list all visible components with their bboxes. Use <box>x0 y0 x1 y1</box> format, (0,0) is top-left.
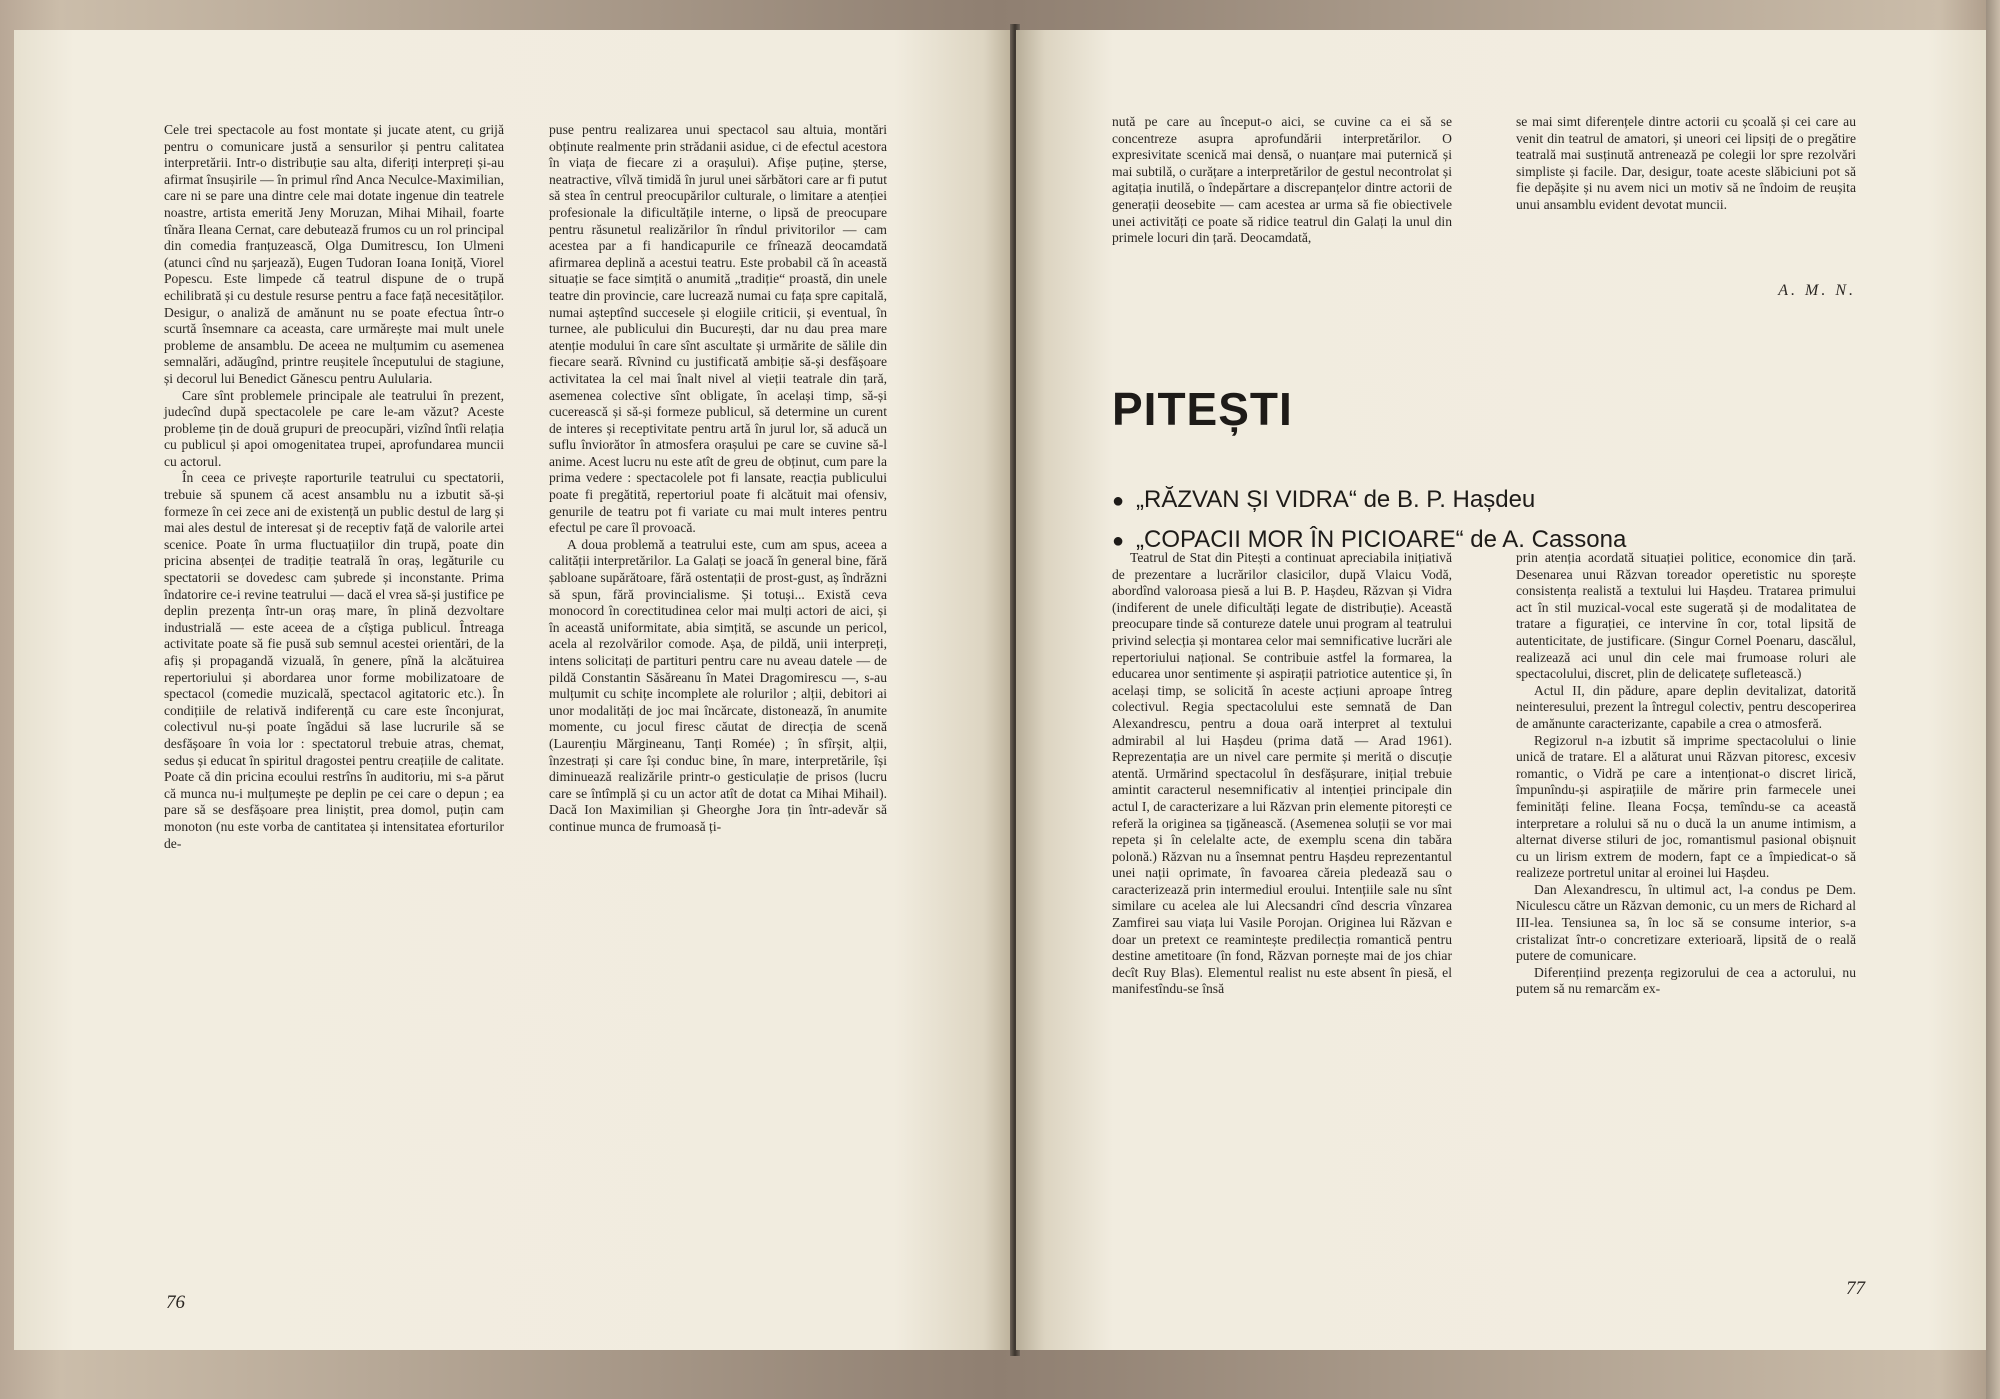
right-column-2 <box>1516 114 1856 214</box>
right-column-1 <box>1112 114 1452 247</box>
author-signature: A. M. N. <box>1778 282 1856 299</box>
play-title-text: „RĂZVAN ȘI VIDRA“ de B. P. Hașdeu <box>1136 486 1536 513</box>
paragraph: se mai simt diferențele dintre actorii cu școală și cei care au venit din teatrul de amatori, și uneori cei lipsiți de o pregătire teatrală mai susținută antrenează pe colegii lor spre rezolvări simpliste și facile. Dar, desigur, toate aceste slăbiciuni pot să fie depășite și nu avem nici un motiv să ne îndoim de reușita unui ansamblu evident devotat muncii. <box>1516 114 1856 212</box>
play-title-text: „COPACII MOR ÎN PICIOARE“ de A. Cassona <box>1136 526 1627 553</box>
paragraph: nută pe care au început-o aici, se cuvine ca ei să se concentreze asupra aprofundării interpretărilor. O expresivitate scenică mai densă, o nuanțare mai puternică și mai subtilă, o curățare a interpretărilor de gestul necontrolat și agitația inutilă, o îndepărtare a discrepanțelor dintre actorii de generații deosebite — cam acestea ar urma să fie obiectivele unei activități ce poate să ridice teatrul din Galați la unul din primele locuri din țară. Deocamdată, <box>1112 114 1452 246</box>
bullet-icon: ● <box>1112 490 1125 512</box>
paragraph: A doua problemă a teatrului este, cum am spus, aceea a calității interpretărilor. La Galați se joacă în general bine, fără șabloane supărătoare, fără ostentații de prost-gust, aș îndrăzni să spun, fără provincialisme. Și totuși... Există ceva monocord în corectitudinea celor mai mulți actori de aici, și în această uniformitate, abia simțită, se ascunde un pericol, acela al rezolvărilor comode. Așa, de pildă, unii interpreți, intens solicitați de partituri pentru care nu aveau datele — de pildă Constantin Săsăreanu în Matei Dragomirescu —, s-au mulțumit cu schițe incomplete ale rolurilor ; alții, debitori ai unor modalități de joc mai încărcate, distonează, în anumite momente, cu jocul firesc căutat de direcția de scenă (Laurențiu Mărgineanu, Tanți Romée) ; în sfîrșit, alții, înzestrați și care își conduc bine, în mare, interpretările, își diminuează realizările printr-o gesticulație de prisos (lucru care se întîmplă și cu un actor atît de dotat ca Mihai Mihail). Dacă Ion Maximilian și Gheorghe Jora țin într-adevăr să continue munca de frumoasă ți- <box>549 536 887 834</box>
paragraph: Actul II, din pădure, apare deplin devitalizat, datorită neinteresului, prezent la întregul colectiv, pentru descoperirea de amănunte caracterizante, capabile a crea o atmosferă. <box>1516 682 1856 731</box>
paragraph: Diferențiind prezența regizorului de cea a actorului, nu putem să nu remarcăm ex- <box>1516 964 1856 997</box>
paragraph: puse pentru realizarea unui spectacol sau altuia, montări obținute realmente prin strădanii asidue, ci de efectul acestora în viața de fiecare zi a orașului). Afișe puține, șterse, neatractive, vîlvă timidă în jurul unei sărbători care ar fi putut să stea în centrul preocupărilor culturale, o limitare a atenției profesionale la dificultățile interne, o lipsă de preocupare pentru răsunetul realizărilor în rîndul privitorilor — cam acestea par a fi handicapurile ce frînează deocamdată afirmarea deplină a acestui teatru. Este probabil că în această situație se face simțită o anumită „tradiție“ proastă, din unele teatre din provincie, care lucrează numai cu fața spre capitală, numai așteptînd succesele și elogiile criticii, și eventual, în turnee, ale publicului din București, dar nu dau prea mare atenție modului în care sînt ascultate și urmărite de sălile din fiecare seară. Rîvnind cu justificată ambiție să-și desfășoare activitatea la cel mai înalt nivel al vieții teatrale din țară, asemenea colective sînt obligate, în același timp, să-și cucerească și să-și formeze publicul, să determine un curent de interes și receptivitate pentru artă în jurul lor, să aducă un suflu înviorător în atmosfera orașului pe care se cuvine să-l anime. Acest lucru nu este atît de greu de obținut, cum pare la prima vedere : spectacolele pot fi lansate, reacția publicului poate fi pregătită, repertoriul poate fi alcătuit mai ofensiv, genurile de teatru pot fi variate cu mai mult interes pentru efectul pe care îl provoacă. <box>549 122 887 536</box>
page-number: 76 <box>166 1292 185 1313</box>
right-column-3 <box>1112 550 1452 998</box>
paragraph: Dan Alexandrescu, în ultimul act, l-a condus pe Dem. Niculescu către un Răzvan demonic, cu un mers de Richard al III-lea. Tensiunea sa, în loc să se consume interior, s-a cristalizat într-o concretizare exterioară, lipsită de o reală putere de comunicare. <box>1516 881 1856 964</box>
paragraph: prin atenția acordată situației politice, economice din țară. Desenarea unui Răzvan toreador operetistic nu sporește consistența realistă a textului lui Hașdeu. Tratarea primului act în stil muzical-vocal este sugerată și de modalitatea de tratare a figurației, ce intervine în cor, total lipsită de autenticitate, de justificare. (Singur Cornel Poenaru, dascălul, realizează aci unul din cele mai frumoase roluri ale spectacolului, discret, plin de delicatețe sufletească.) <box>1516 550 1856 682</box>
page-number: 77 <box>1846 1278 1865 1299</box>
page-edge <box>1986 0 2000 1399</box>
paragraph: Teatrul de Stat din Pitești a continuat apreciabila inițiativă de prezentare a lucrărilor clasicilor, după Vlaicu Vodă, abordînd valoroasa piesă a lui B. P. Hașdeu, Răzvan și Vidra (indiferent de unele dificultăți legate de distribuție). Această preocupare tinde să contureze datele unui program al teatrului privind selecția și montarea celor mai semnificative lucrări ale repertoriului național. Se contribuie astfel la formarea, la educarea unor sentimente și aspirații patriotice autentice și, în același timp, se solicită în aceste acțiuni aproape întreg colectivul. Regia spectacolului este semnată de Dan Alexandrescu, pentru a doua oară interpret al textului admirabil al lui Hașdeu (prima dată — Arad 1961). Reprezentația are un nivel care permite și merită o discuție atentă. Urmărind spectacolul în desfășurare, inițial trebuie amintit caracterul nesemnificativ al intenției principale din actul I, de caracterizare a lui Răzvan prin elemente pitorești ce referă la originea sa țigănească. (Asemenea soluții se vor mai repeta și în celelalte acte, de exemplu scena din tabăra polonă.) Răzvan nu a însemnat pentru Hașdeu reprezentantul unei nații oprimate, în favoarea căreia pledează sau o caracterizează prin intermediul eroului. Intențiile sale nu sînt similare cu acelea ale lui Alecsandri cînd descria vînzarea Zamfirei sau viața lui Vasile Porojan. Originea lui Răzvan e doar un pretext ce reamintește predilecția romantică pentru destine ametitoare (în fond, Răzvan pornește mai de jos chiar decît Ruy Blas). Elementul realist nu este absent în piesă, el manifestîndu-se însă <box>1112 550 1452 997</box>
play-title <box>1112 486 1535 514</box>
paragraph: Care sînt problemele principale ale teatrului în prezent, judecînd după spectacolele pe care le-am văzut? Aceste probleme țin de două grupuri de preocupări, vizînd întîi relația cu publicul și apoi omogenitatea trupei, aprofundarea muncii cu actorul. <box>164 387 504 469</box>
left-page <box>14 30 1014 1350</box>
paragraph: Cele trei spectacole au fost montate și jucate atent, cu grijă pentru o comunicare justă a sensurilor și pentru calitatea interpretării. Intr-o distribuție sau alta, diferiți interpreți și-au afirmat însușirile — în primul rînd Anca Neculce-Maximilian, care ni se pare una dintre cele mai dotate ingenue din teatrele noastre, artista emerită Jeny Moruzan, Mihai Mihail, foarte tînăra Ileana Cernat, care debutează frumos cu un rol principal din comedia franțuzească, Olga Dumitrescu, Ion Ulmeni (atunci cînd nu șarjează), Eugen Tudoran Ioana Ioniță, Viorel Popescu. Este limpede că teatrul dispune de o trupă echilibrată și cu destule resurse pentru a face față necesităților. Desigur, o analiză de amănunt nu se poate efectua într-o scurtă însemnare ca aceasta, care urmărește mai mult unele probleme de ansamblu. De aceea ne mulțumim cu asemenea semnalări, adăugînd, printre reușitele începutului de stagiune, și decorul lui Benedict Gănescu pentru Aulularia. <box>164 122 504 386</box>
section-heading: PITEȘTI <box>1112 383 1293 435</box>
bullet-icon: ● <box>1112 530 1125 552</box>
right-page <box>1016 30 1986 1350</box>
left-column-1 <box>164 122 504 852</box>
paragraph: Regizorul n-a izbutit să imprime spectacolului o linie unică de tratare. El a alăturat unui Răzvan pitoresc, excesiv romantic, o Vidră pe care a intenționat-o discret lirică, împunîndu-și aspirațiile de mărire prin farmecele unei feminități feline. Ileana Focșa, temîndu-se ca această interpretare a rolului să nu o ducă la un anume intimism, a alternat diverse stiluri de joc, romantismul pasional obișnuit cu un lirism extrem de modern, fapt ce a împiedicat-o să realizeze portretul unitar al eroinei lui Hașdeu. <box>1516 732 1856 881</box>
right-column-4 <box>1516 550 1856 998</box>
left-column-2 <box>549 122 887 836</box>
paragraph: În ceea ce privește raporturile teatrului cu spectatorii, trebuie să spunem că acest ansamblu nu a izbutit să-și formeze în cei zece ani de existență un public destul de larg și mai ales destul de interesat și de receptiv față de valorile artei scenice. Poate în urma fluctuațiilor din trupă, poate din pricina absenței de tradiție teatrală în oraș, legăturile cu spectatorii se dovedesc cam șubrede și inconstante. Prima îndatorire ce-i revine teatrului — dacă el vrea să-și justifice pe deplin prezența într-un oraș mare, în plină dezvoltare industrială — este aceea de a cîștiga publicul. Întreaga activitate poate să fie pusă sub semnul acestei orientări, de la afiș și propagandă vizuală, în genere, pînă la alcătuirea repertoriului și abordarea unor forme mobilizatoare de spectacol (comedie muzicală, spectacol agitatoric etc.). În condițiile de relativă indiferență cu care este înconjurat, colectivul nu-și poate îngădui să lase lucrurile să se desfășoare în voia lor : spectatorul trebuie atras, chemat, sedus și educat în spiritul dragostei pentru creațiile de calitate. Poate că din pricina ecoului restrîns în auditoriu, mi s-a părut că munca nu-i mulțumește pe deplin pe cei care o depun ; ea pare să se desfășoare prea liniștit, prea domol, puțin cam monoton (nu este vorba de cantitatea și intensitatea eforturilor de- <box>164 470 504 851</box>
